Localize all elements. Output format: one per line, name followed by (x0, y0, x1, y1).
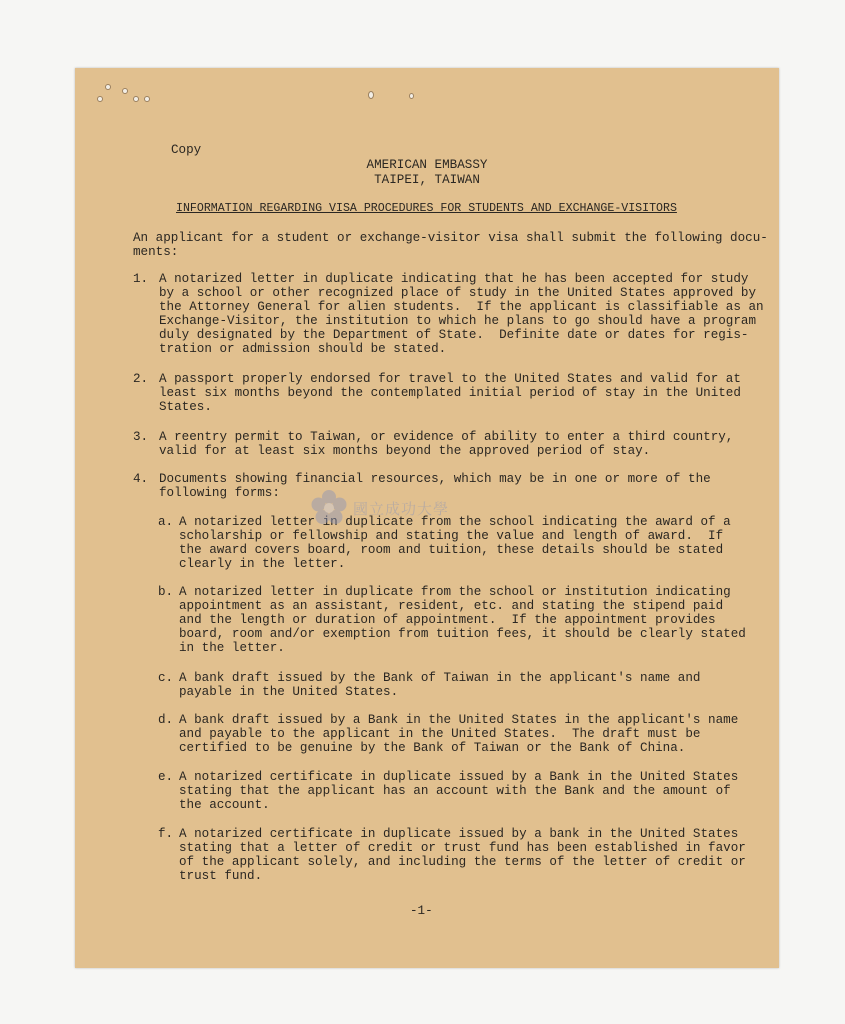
punch-hole (144, 96, 150, 102)
item-number: 2. (133, 372, 149, 386)
item-line: following forms: (159, 486, 280, 500)
subitem-line: in the letter. (179, 641, 285, 655)
subitem-line: the account. (179, 798, 270, 812)
subitem-line: payable in the United States. (179, 685, 399, 699)
punch-hole (122, 88, 128, 94)
item-line: tration or admission should be stated. (159, 342, 447, 356)
document-title: INFORMATION REGARDING VISA PROCEDURES FOR STUDENTS AND EXCHANGE-VISITORS (176, 202, 677, 215)
watermark-text: 國立成功大學 (353, 499, 450, 518)
subitem-line: of the applicant solely, and including the terms of the letter of credit or (179, 855, 746, 869)
subitem-letter: a. (158, 515, 174, 529)
item-line: duly designated by the Department of State. Definite date or dates for regis- (159, 328, 749, 342)
page-number: -1- (410, 904, 433, 918)
subitem-letter: b. (158, 585, 174, 599)
item-number: 3. (133, 430, 149, 444)
item-line: the Attorney General for alien students. If the applicant is classifiable as an (159, 300, 764, 314)
subitem-letter: c. (158, 671, 174, 685)
punch-hole (133, 96, 139, 102)
subitem-line: scholarship or fellowship and stating the value and length of award. If (179, 529, 724, 543)
subitem-line: A notarized letter in duplicate from the school or institution indicating (179, 585, 731, 599)
embassy-location: TAIPEI, TAIWAN (374, 173, 480, 187)
document-page (75, 68, 779, 968)
plum-blossom-emblem-icon (309, 488, 349, 528)
punch-hole (368, 91, 374, 99)
university-watermark (309, 488, 449, 528)
intro-line: An applicant for a student or exchange-visitor visa shall submit the following docu- (133, 231, 768, 245)
subitem-line: A bank draft issued by the Bank of Taiwan in the applicant's name and (179, 671, 701, 685)
subitem-line: A notarized certificate in duplicate issued by a Bank in the United States (179, 770, 739, 784)
subitem-line: clearly in the letter. (179, 557, 346, 571)
subitem-line: trust fund. (179, 869, 263, 883)
subitem-letter: f. (158, 827, 174, 841)
subitem-line: and the length or duration of appointment. If the appointment provides (179, 613, 716, 627)
subitem-line: stating that a letter of credit or trust fund has been established in favor (179, 841, 746, 855)
item-line: A reentry permit to Taiwan, or evidence of ability to enter a third country, (159, 430, 734, 444)
subitem-line: stating that the applicant has an account with the Bank and the amount of (179, 784, 731, 798)
intro-line: ments: (133, 245, 179, 259)
punch-hole (409, 93, 414, 99)
subitem-line: A bank draft issued by a Bank in the United States in the applicant's name (179, 713, 739, 727)
item-line: least six months beyond the contemplated initial period of stay in the United (159, 386, 741, 400)
copy-label: Copy (171, 143, 202, 157)
subitem-line: certified to be genuine by the Bank of Taiwan or the Bank of China. (179, 741, 686, 755)
item-line: Documents showing financial resources, which may be in one or more of the (159, 472, 711, 486)
item-line: States. (159, 400, 212, 414)
subitem-letter: d. (158, 713, 174, 727)
embassy-name: AMERICAN EMBASSY (366, 158, 488, 172)
item-number: 1. (133, 272, 149, 286)
item-line: valid for at least six months beyond the approved period of stay. (159, 444, 651, 458)
punch-hole (105, 84, 111, 90)
item-line: A passport properly endorsed for travel to the United States and valid for at (159, 372, 741, 386)
subitem-line: and payable to the applicant in the United States. The draft must be (179, 727, 701, 741)
subitem-line: board, room and/or exemption from tuition fees, it should be clearly stated (179, 627, 746, 641)
subitem-letter: e. (158, 770, 174, 784)
item-line: Exchange-Visitor, the institution to which he plans to go should have a program (159, 314, 757, 328)
subitem-line: A notarized certificate in duplicate issued by a bank in the United States (179, 827, 739, 841)
subitem-line: appointment as an assistant, resident, etc. and stating the stipend paid (179, 599, 724, 613)
subitem-line: A notarized letter in duplicate from the school indicating the award of a (179, 515, 731, 529)
item-line: by a school or other recognized place of study in the United States approved by (159, 286, 757, 300)
item-line: A notarized letter in duplicate indicating that he has been accepted for study (159, 272, 749, 286)
subitem-line: the award covers board, room and tuition, these details should be stated (179, 543, 724, 557)
item-number: 4. (133, 472, 149, 486)
punch-hole (97, 96, 103, 102)
